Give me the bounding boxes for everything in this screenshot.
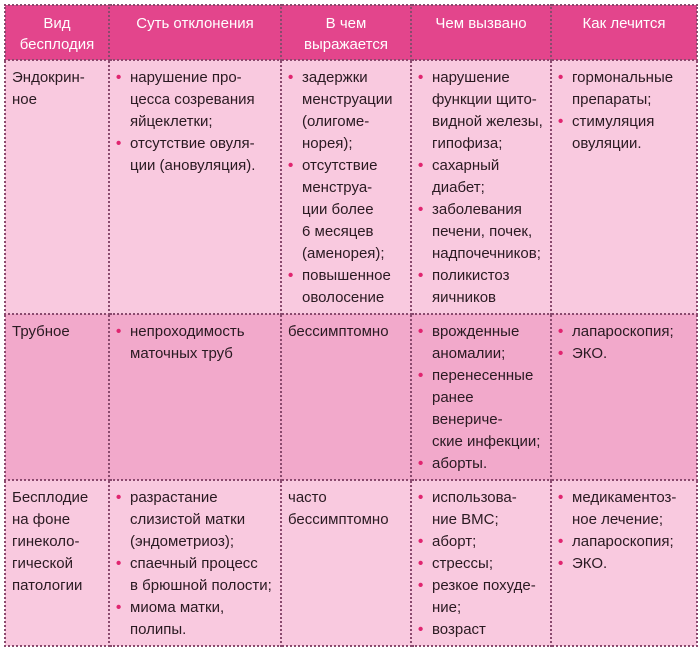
list-item: • задержки менструации (олигоме- норея); [288, 67, 404, 155]
table-row [5, 60, 697, 314]
list-item: • аборт; [418, 531, 544, 553]
list-item: • сахарный диабет; [418, 155, 544, 199]
type-cell: Трубное [5, 314, 109, 480]
list-item: • возраст [418, 619, 544, 641]
causes-cell [411, 60, 551, 314]
list-item: • резкое похуде- ние; [418, 575, 544, 619]
list-item: • перенесенные ранее венериче- ские инфекции; [418, 365, 544, 453]
causes-cell [411, 480, 551, 646]
treatment-cell [551, 60, 697, 314]
type-cell: Бесплодие на фоне гинеколо- гической патологии [5, 480, 109, 646]
header-treatment: Как лечится [551, 5, 697, 60]
list-item: • повышенное оволосение [288, 265, 404, 309]
table-row [5, 314, 697, 480]
list-item: • нарушение про- цесса созревания яйцеклетки; [116, 67, 274, 133]
header-type: Вид бесплодия [5, 5, 109, 60]
list-item: • поликистоз яичников [418, 265, 544, 309]
list-item: • использова- ние ВМС; [418, 487, 544, 531]
list-item: • медикаментоз- ное лечение; [558, 487, 690, 531]
header-essence: Суть отклонения [109, 5, 281, 60]
list-item: • врожденные аномалии; [418, 321, 544, 365]
list-item: • лапароскопия; [558, 531, 690, 553]
manifestation-cell [281, 60, 411, 314]
essence-cell [109, 480, 281, 646]
list-item: • стрессы; [418, 553, 544, 575]
list-item: • отсутствие овуля- ции (ановуляция). [116, 133, 274, 177]
manifestation-cell: часто бессимптомно [281, 480, 411, 646]
type-cell: Эндокрин- ное [5, 60, 109, 314]
list-item: • отсутствие менструа- ции более 6 месяцев (аменорея); [288, 155, 404, 265]
list-item: • ЭКО. [558, 553, 690, 575]
manifestation-cell: бессимптомно [281, 314, 411, 480]
list-item: • ЭКО. [558, 343, 690, 365]
header-manifestation: В чем выражается [281, 5, 411, 60]
header-row [5, 5, 697, 60]
treatment-cell [551, 314, 697, 480]
list-item: • лапароскопия; [558, 321, 690, 343]
list-item: • непроходимость маточных труб [116, 321, 274, 365]
list-item: • спаечный процесс в брюшной полости; [116, 553, 274, 597]
list-item: • разрастание слизистой матки (эндометриоз); [116, 487, 274, 553]
treatment-cell [551, 480, 697, 646]
list-item: • аборты. [418, 453, 544, 475]
list-item: • миома матки, полипы. [116, 597, 274, 641]
causes-cell [411, 314, 551, 480]
list-item: • стимуляция овуляции. [558, 111, 690, 155]
list-item: • нарушение функции щито- видной железы, гипофиза; [418, 67, 544, 155]
table-row [5, 480, 697, 646]
list-item: • гормональные препараты; [558, 67, 690, 111]
list-item: • заболевания печени, почек, надпочечников; [418, 199, 544, 265]
essence-cell [109, 314, 281, 480]
header-causes: Чем вызвано [411, 5, 551, 60]
essence-cell [109, 60, 281, 314]
infertility-table [4, 4, 698, 647]
